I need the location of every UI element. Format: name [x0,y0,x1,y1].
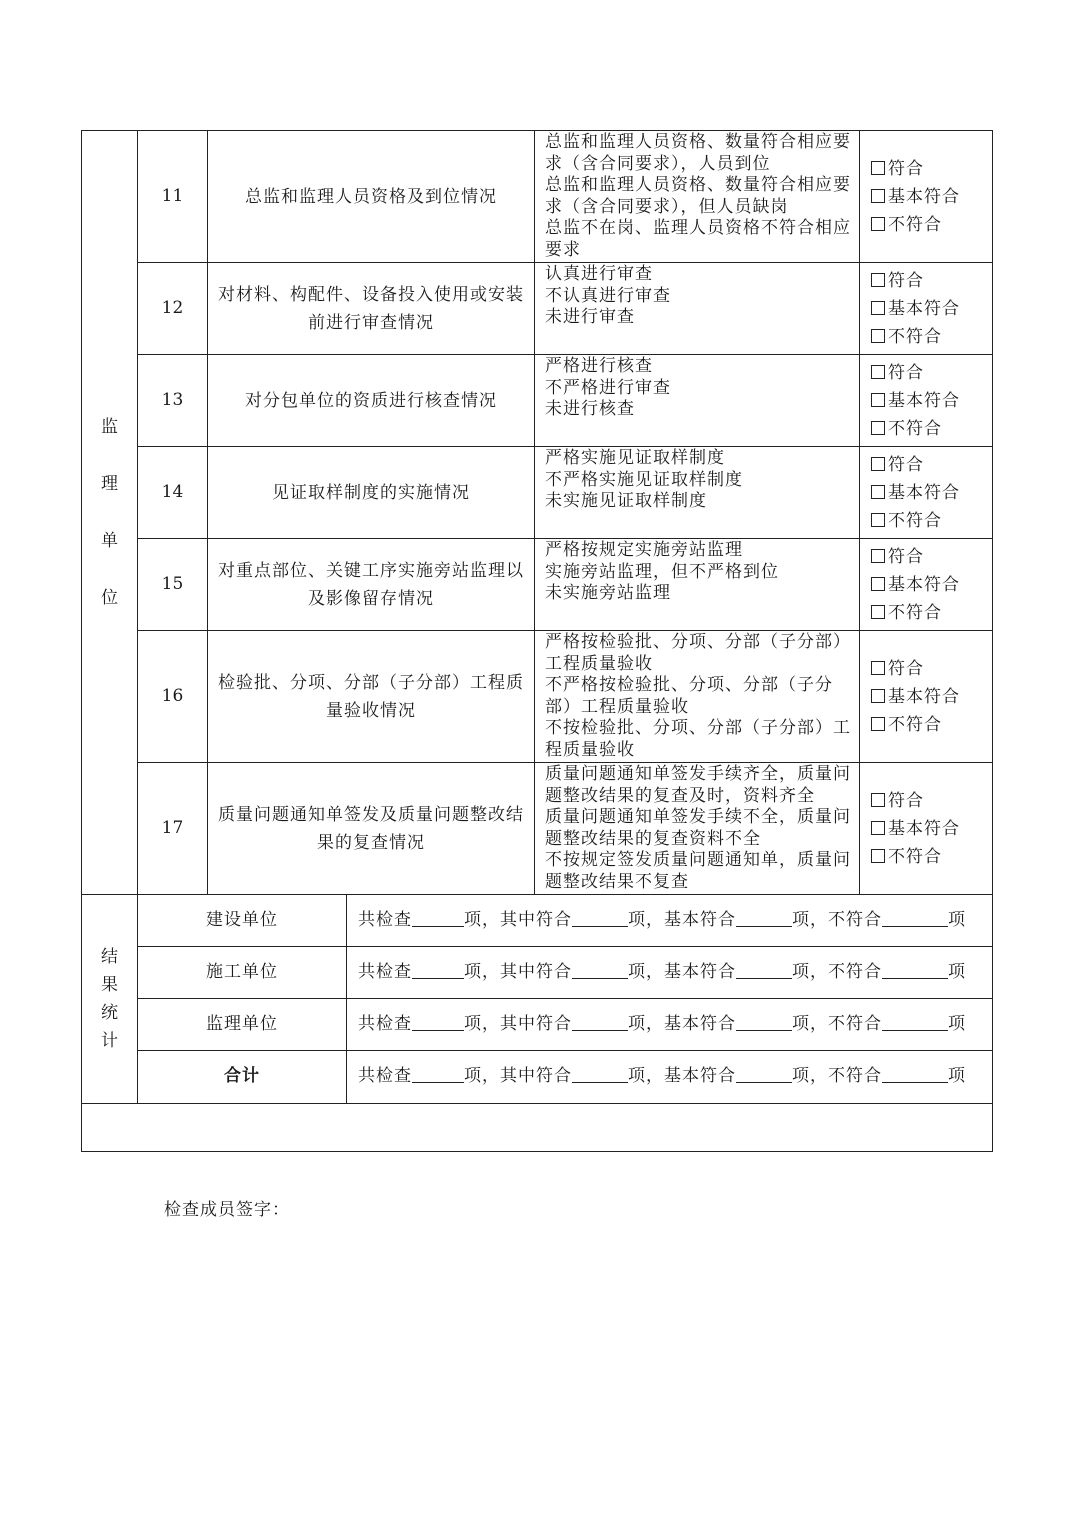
checkbox[interactable] [871,217,885,231]
option-basic-conform[interactable]: 基本符合 [871,571,992,599]
standard-list [535,447,860,539]
blank-nonconform[interactable] [882,911,948,927]
checkbox[interactable] [871,513,885,527]
blank-conform[interactable] [572,963,628,979]
unit-name: 监理单位 [138,999,347,1051]
standard-line: 认真进行审查 [545,264,653,284]
check-options [860,263,993,355]
option-basic-conform[interactable]: 基本符合 [871,479,992,507]
row-number: 16 [138,631,208,763]
row-number: 17 [138,763,208,895]
blank-total[interactable] [412,1067,464,1083]
standard-list [535,131,860,263]
checkbox[interactable] [871,273,885,287]
supervision-unit-label: 监 理 单 位 [82,131,138,895]
blank-nonconform[interactable] [882,1067,948,1083]
standard-list [535,763,860,895]
blank-nonconform[interactable] [882,963,948,979]
blank-total[interactable] [412,1015,464,1031]
standard-line: 严格按规定实施旁站监理 [545,540,743,560]
option-conform[interactable]: 符合 [871,451,992,479]
table-row [82,131,993,263]
option-nonconform[interactable]: 不符合 [871,843,992,871]
results-row [82,999,993,1051]
table-row [82,447,993,539]
checkbox[interactable] [871,605,885,619]
checkbox[interactable] [871,849,885,863]
inspection-table [81,130,993,1152]
standard-list [535,539,860,631]
results-row [82,895,993,947]
standard-line: 不严格实施见证取样制度 [545,469,743,490]
option-nonconform[interactable]: 不符合 [871,599,992,627]
option-conform[interactable]: 符合 [871,155,992,183]
blank-conform[interactable] [572,1067,628,1083]
table-row [82,263,993,355]
checkbox[interactable] [871,457,885,471]
result-stat: 共检查 项，其中符合 项，基本符合 项，不符合 项 [347,895,993,947]
check-options [860,131,993,263]
check-options [860,631,993,763]
standard-line: 不严格进行审查 [545,377,671,398]
checkbox[interactable] [871,661,885,675]
result-stat: 共检查 项，其中符合 项，基本符合 项，不符合 项 [347,999,993,1051]
option-conform[interactable]: 符合 [871,655,992,683]
option-conform[interactable]: 符合 [871,543,992,571]
table-row [82,763,993,895]
check-item: 对材料、构配件、设备投入使用或安装前进行审查情况 [208,263,535,355]
blank-total[interactable] [412,963,464,979]
blank-conform[interactable] [572,1015,628,1031]
standard-line: 未实施旁站监理 [545,583,671,603]
blank-basic[interactable] [736,911,792,927]
blank-total[interactable] [412,911,464,927]
standard-line: 未进行核查 [545,399,635,419]
result-stat: 共检查 项，其中符合 项，基本符合 项，不符合 项 [347,1051,993,1104]
option-conform[interactable]: 符合 [871,359,992,387]
checkbox[interactable] [871,421,885,435]
check-options [860,355,993,447]
row-number: 15 [138,539,208,631]
checkbox[interactable] [871,549,885,563]
blank-basic[interactable] [736,1015,792,1031]
option-basic-conform[interactable]: 基本符合 [871,295,992,323]
checkbox[interactable] [871,393,885,407]
results-row [82,947,993,999]
blank-basic[interactable] [736,1067,792,1083]
table-row [82,539,993,631]
check-item: 质量问题通知单签发及质量问题整改结果的复查情况 [208,763,535,895]
standard-line: 未实施见证取样制度 [545,491,707,511]
check-item: 总监和监理人员资格及到位情况 [208,131,535,263]
option-basic-conform[interactable]: 基本符合 [871,387,992,415]
signature-label: 检查成员签字： [164,1200,290,1220]
option-conform[interactable]: 符合 [871,787,992,815]
standard-line: 严格实施见证取样制度 [545,448,725,468]
blank-nonconform[interactable] [882,1015,948,1031]
option-basic-conform[interactable]: 基本符合 [871,815,992,843]
standard-line: 质量问题通知单签发手续不全，质量问题整改结果的复查资料不全 [545,807,851,849]
table-row [82,355,993,447]
option-nonconform[interactable]: 不符合 [871,507,992,535]
standard-line: 严格按检验批、分项、分部（子分部）工程质量验收 [545,632,851,674]
standard-line: 总监和监理人员资格、数量符合相应要求（含合同要求），人员到位 [545,132,851,174]
option-nonconform[interactable]: 不符合 [871,415,992,443]
blank-conform[interactable] [572,911,628,927]
inspection-table-container [81,130,992,1152]
row-number: 12 [138,263,208,355]
unit-name: 施工单位 [138,947,347,999]
checkbox[interactable] [871,161,885,175]
checkbox[interactable] [871,329,885,343]
standard-line: 不严格按检验批、分项、分部（子分部）工程质量验收 [545,675,833,717]
standard-list [535,631,860,763]
row-number: 11 [138,131,208,263]
empty-cell[interactable] [82,1104,993,1152]
checkbox[interactable] [871,365,885,379]
option-basic-conform[interactable]: 基本符合 [871,683,992,711]
option-nonconform[interactable]: 不符合 [871,211,992,239]
checkbox[interactable] [871,689,885,703]
empty-row [82,1104,993,1152]
result-stat: 共检查 项，其中符合 项，基本符合 项，不符合 项 [347,947,993,999]
standard-line: 总监和监理人员资格、数量符合相应要求（含合同要求），但人员缺岗 [545,175,851,217]
standard-list [535,263,860,355]
standard-line: 不按规定签发质量问题通知单，质量问题整改结果不复查 [545,850,851,892]
standard-line: 总监不在岗、监理人员资格不符合相应要求 [545,218,851,260]
table-row [82,631,993,763]
checkbox[interactable] [871,189,885,203]
check-item: 对重点部位、关键工序实施旁站监理以及影像留存情况 [208,539,535,631]
standard-line: 不按检验批、分项、分部（子分部）工程质量验收 [545,718,851,760]
checkbox[interactable] [871,793,885,807]
standard-line: 未进行审查 [545,307,635,327]
option-nonconform[interactable]: 不符合 [871,323,992,351]
option-conform[interactable]: 符合 [871,267,992,295]
check-item: 对分包单位的资质进行核查情况 [208,355,535,447]
check-options [860,447,993,539]
option-basic-conform[interactable]: 基本符合 [871,183,992,211]
standard-line: 质量问题通知单签发手续齐全，质量问题整改结果的复查及时，资料齐全 [545,764,851,806]
checkbox[interactable] [871,821,885,835]
checkbox[interactable] [871,577,885,591]
check-item: 见证取样制度的实施情况 [208,447,535,539]
unit-name: 建设单位 [138,895,347,947]
total-label: 合计 [138,1051,347,1104]
row-number: 14 [138,447,208,539]
check-options [860,539,993,631]
standard-line: 严格进行核查 [545,356,653,376]
option-nonconform[interactable]: 不符合 [871,711,992,739]
checkbox[interactable] [871,485,885,499]
check-item: 检验批、分项、分部（子分部）工程质量验收情况 [208,631,535,763]
standard-line: 不认真进行审查 [545,285,671,306]
standard-line: 实施旁站监理，但不严格到位 [545,561,779,582]
results-label: 结 果 统 计 [82,895,138,1104]
results-row-total [82,1051,993,1104]
row-number: 13 [138,355,208,447]
blank-basic[interactable] [736,963,792,979]
checkbox[interactable] [871,301,885,315]
checkbox[interactable] [871,717,885,731]
standard-list [535,355,860,447]
check-options [860,763,993,895]
